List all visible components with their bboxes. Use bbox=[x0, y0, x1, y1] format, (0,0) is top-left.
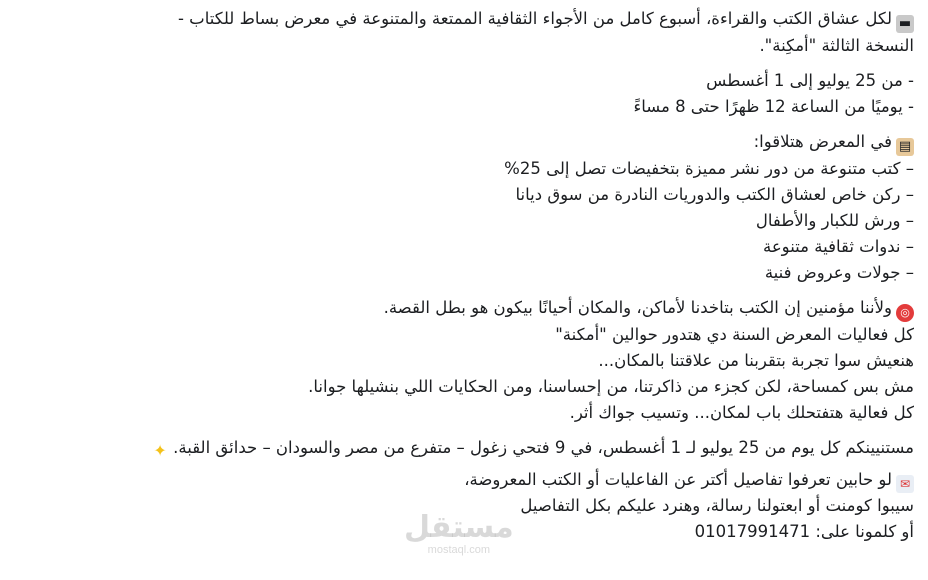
intro-paragraph bbox=[14, 6, 914, 59]
feature-item: – كتب متنوعة من دور نشر مميزة بتخفيضات تصل إلى 25% bbox=[504, 159, 914, 178]
envelope-icon: ✉ bbox=[896, 475, 914, 493]
location-section bbox=[14, 435, 914, 461]
features-section bbox=[14, 129, 914, 286]
watermark-logo: مستقل bbox=[404, 510, 514, 545]
sparkles-icon: ✦ bbox=[153, 441, 167, 460]
story-line: ولأننا مؤمنين إن الكتب بتاخدنا لأماكن، والمكان أحيانًا بيكون هو بطل القصة. bbox=[383, 298, 892, 317]
target-icon: ◎ bbox=[896, 304, 914, 322]
story-line: مش بس كمساحة، لكن كجزء من ذاكرتنا، من إحساسنا، ومن الحكايات اللي بنشيلها جوانا. bbox=[308, 377, 914, 396]
feature-item: – جولات وعروض فنية bbox=[764, 263, 914, 282]
books-icon: ▬ bbox=[896, 15, 914, 33]
contact-phone-line: أو كلمونا على: 01017991471 bbox=[694, 522, 914, 541]
intro-line-1: لكل عشاق الكتب والقراءة، أسبوع كامل من الأجواء الثقافية الممتعة والمتنوعة في معرض بساط للكتاب - bbox=[177, 9, 892, 28]
story-line: كل فعاليات المعرض السنة دي هتدور حوالين "أمكنة" bbox=[555, 325, 914, 344]
contact-line: سيبوا كومنت أو ابعتولنا رسالة، وهنرد عليكم بكل التفاصيل bbox=[520, 496, 914, 515]
story-section bbox=[14, 295, 914, 426]
schedule-hours: - يوميًا من الساعة 12 ظهرًا حتى 8 مساءً bbox=[633, 97, 914, 116]
schedule-dates: - من 25 يوليو إلى 1 أغسطس bbox=[706, 71, 914, 90]
contact-section bbox=[14, 467, 914, 545]
feature-item: – ركن خاص لعشاق الكتب والدوريات النادرة من سوق ديانا bbox=[515, 185, 914, 204]
schedule-list bbox=[14, 68, 914, 120]
feature-item: – ورش للكبار والأطفال bbox=[755, 211, 914, 230]
story-line: كل فعالية هتفتحلك باب لمكان... وتسيب جواك أثر. bbox=[569, 403, 914, 422]
features-heading: في المعرض هتلاقوا: bbox=[753, 132, 892, 151]
feature-item: – ندوات ثقافية متنوعة bbox=[762, 237, 914, 256]
story-line: هنعيش سوا تجربة بتقربنا من علاقتنا بالمكان... bbox=[598, 351, 914, 370]
open-book-icon: ▤ bbox=[896, 138, 914, 156]
location-text: مستنيينكم كل يوم من 25 يوليو لـ 1 أغسطس، في 9 فتحي زغول – متفرع من مصر والسودان – حدائق القبة. bbox=[173, 438, 914, 457]
intro-line-2: النسخة الثالثة "أمكِنة". bbox=[759, 36, 914, 55]
watermark-site: mostaql.com bbox=[427, 544, 491, 556]
contact-line: لو حابين تعرفوا تفاصيل أكتر عن الفاعليات أو الكتب المعروضة، bbox=[464, 470, 892, 489]
